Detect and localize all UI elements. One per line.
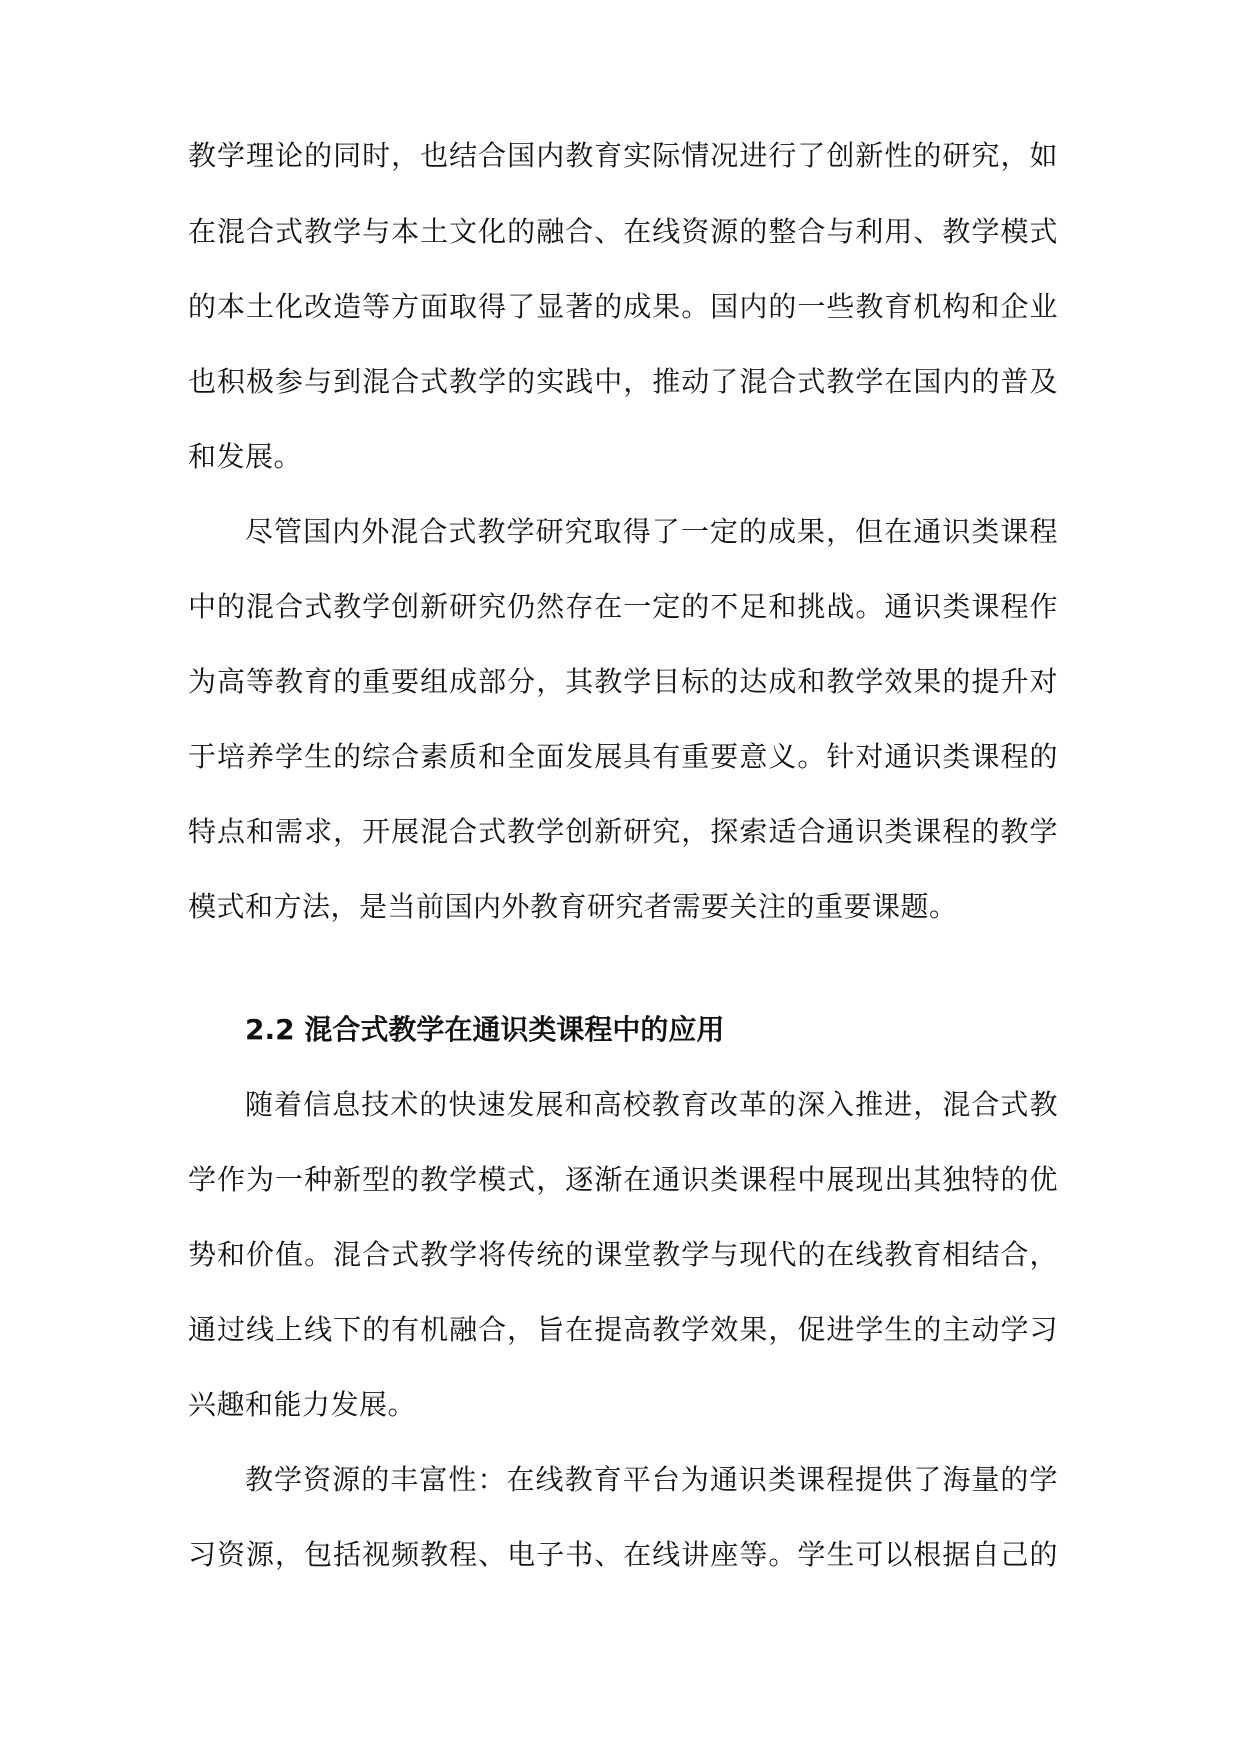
p2-line-2: 中的混合式教学创新研究仍然存在一定的不足和挑战。通识类课程作 <box>188 590 1058 623</box>
p3-line-3: 势和价值。混合式教学将传统的课堂教学与现代的在线教育相结合， <box>188 1238 1058 1271</box>
p2-line-1: 尽管国内外混合式教学研究取得了一定的成果，但在通识类课程 <box>245 515 1058 548</box>
p3-line-4: 通过线上线下的有机融合，旨在提高教学效果，促进学生的主动学习 <box>188 1313 1058 1346</box>
p1-line-3: 的本土化改造等方面取得了显著的成果。国内的一些教育机构和企业 <box>188 290 1058 323</box>
p4-line-2: 习资源，包括视频教程、电子书、在线讲座等。学生可以根据自己的 <box>188 1538 1058 1571</box>
p1-line-4: 也积极参与到混合式教学的实践中，推动了混合式教学在国内的普及 <box>188 365 1058 398</box>
p2-line-5: 特点和需求，开展混合式教学创新研究，探索适合通识类课程的教学 <box>188 815 1058 848</box>
p1-line-5: 和发展。 <box>188 440 303 473</box>
p4-line-1: 教学资源的丰富性：在线教育平台为通识类课程提供了海量的学 <box>245 1463 1058 1496</box>
p3-line-5: 兴趣和能力发展。 <box>188 1388 417 1421</box>
p2-line-6: 模式和方法，是当前国内外教育研究者需要关注的重要课题。 <box>188 890 958 923</box>
p2-line-4: 于培养学生的综合素质和全面发展具有重要意义。针对通识类课程的 <box>188 740 1058 773</box>
p2-line-3: 为高等教育的重要组成部分，其教学目标的达成和教学效果的提升对 <box>188 665 1058 698</box>
section-heading: 2.2 混合式教学在通识类课程中的应用 <box>245 1013 725 1046</box>
p1-line-1: 教学理论的同时，也结合国内教育实际情况进行了创新性的研究，如 <box>188 139 1058 172</box>
p3-line-1: 随着信息技术的快速发展和高校教育改革的深入推进，混合式教 <box>245 1088 1058 1121</box>
p1-line-2: 在混合式教学与本土文化的融合、在线资源的整合与利用、教学模式 <box>188 215 1058 248</box>
p3-line-2: 学作为一种新型的教学模式，逐渐在通识类课程中展现出其独特的优 <box>188 1163 1058 1196</box>
